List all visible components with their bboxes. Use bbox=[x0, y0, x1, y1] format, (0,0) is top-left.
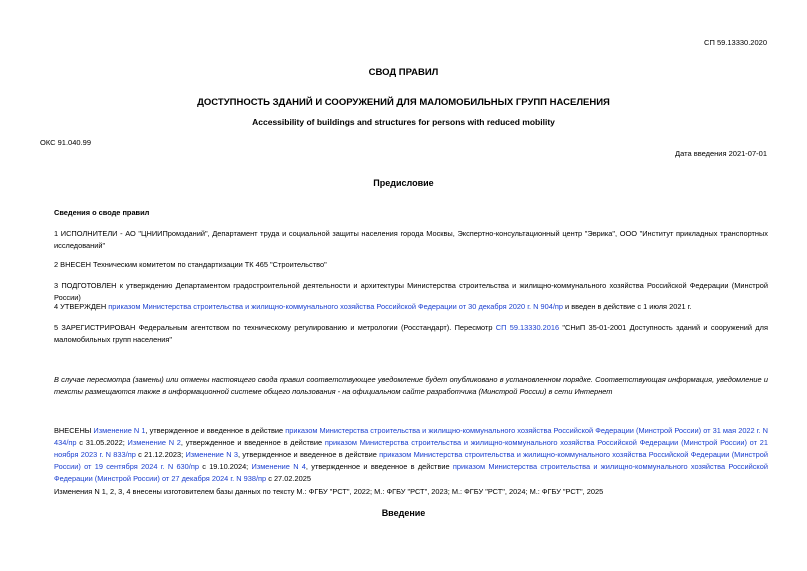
change-1-date: с 31.05.2022; bbox=[76, 438, 128, 447]
item-2-submitted: 2 ВНЕСЕН Техническим комитетом по стандартизации ТК 465 "Строительство" bbox=[54, 260, 327, 269]
approval-order-link[interactable]: приказом Министерства строительства и жилищно-коммунального хозяйства Российской Федерации от 30 декабря 2020 г. N 904/пр bbox=[108, 302, 563, 311]
sp-2016-link[interactable]: СП 59.13330.2016 bbox=[495, 323, 560, 332]
document-code: СП 59.13330.2020 bbox=[704, 38, 767, 47]
change-2-link[interactable]: Изменение N 2 bbox=[127, 438, 181, 447]
item-4-prefix: 4 УТВЕРЖДЕН bbox=[54, 302, 109, 311]
item-4-approved bbox=[54, 301, 768, 313]
document-title-en: Accessibility of buildings and structures for persons with reduced mobility bbox=[252, 117, 555, 127]
change-2-order-link[interactable]: приказом Министерства строительства и жилищно-коммунального хозяйства Российской Федерации (Минстрой России) от 21 ноября 2023 г. N 833/пр bbox=[54, 438, 768, 459]
code-of-rules-heading: СВОД ПРАВИЛ bbox=[368, 67, 439, 78]
change-1-text: , утвержденное и введенное в действие bbox=[145, 426, 286, 435]
introduction-date: Дата введения 2021-07-01 bbox=[675, 149, 767, 158]
change-3-text: , утвержденное и введенное в действие bbox=[237, 450, 380, 459]
item-3-prepared: 3 ПОДГОТОВЛЕН к утверждению Департаментом градостроительной деятельности и архитектуры Министерства строительства и жилищно-коммунального хозяйства Российской Федерации (Минстрой России) bbox=[54, 281, 768, 302]
change-4-order-link[interactable]: приказом Министерства строительства и жилищно-коммунального хозяйства Российской Федерации (Минстрой России) от 27 декабря 2024 г. N 938/пр bbox=[54, 462, 768, 483]
item-5-registered bbox=[54, 322, 768, 346]
change-4-date: с 27.02.2025 bbox=[266, 474, 311, 483]
document-title-ru: ДОСТУПНОСТЬ ЗДАНИЙ И СООРУЖЕНИЙ ДЛЯ МАЛОМОБИЛЬНЫХ ГРУПП НАСЕЛЕНИЯ bbox=[197, 97, 610, 108]
change-4-text: , утвержденное и введенное в действие bbox=[305, 462, 453, 471]
item-4-suffix: и введен в действие с 1 июля 2021 г. bbox=[562, 302, 692, 311]
change-3-date: с 19.10.2024; bbox=[198, 462, 252, 471]
change-1-link[interactable]: Изменение N 1 bbox=[93, 426, 146, 435]
changes-lead: ВНЕСЕНЫ bbox=[54, 426, 94, 435]
item-5-prefix: 5 ЗАРЕГИСТРИРОВАН Федеральным агентством по техническому регулированию и метрологии (Росстандарт). Пересмотр bbox=[54, 323, 496, 332]
changes-source-note: Изменения N 1, 2, 3, 4 внесены изготовителем базы данных по тексту М.: ФГБУ "РСТ", 2022; М.: ФГБУ "РСТ", 2023; М.: ФГБУ "РСТ", 2024; М.: ФГБУ "РСТ", 2025 bbox=[54, 487, 604, 496]
change-1-order-link[interactable]: приказом Министерства строительства и жилищно-коммунального хозяйства Российской Федерации (Минстрой России) от 31 мая 2022 г. N 434/пр bbox=[54, 426, 768, 447]
introduction-heading: Введение bbox=[381, 508, 426, 518]
item-1-executors: 1 ИСПОЛНИТЕЛИ - АО "ЦНИИПромзданий", Департамент труда и социальной защиты населения города Москвы, Экспертно-консультационный центр "Эврика", ООО "Институт прикладных транспортных исследований" bbox=[54, 229, 768, 250]
revision-notice: В случае пересмотра (замены) или отмены настоящего свода правил соответствующее уведомление будет опубликовано в установленном порядке. Соответствующая информация, уведомление и тексты размещаются также в информационной системе общего пользования - на официальном сайте разработчика (Минстрой России) в сети Интернет bbox=[54, 375, 768, 396]
info-heading: Сведения о своде правил bbox=[54, 208, 150, 217]
change-2-date: с 21.12.2023; bbox=[135, 450, 186, 459]
change-2-text: , утвержденное и введенное в действие bbox=[180, 438, 325, 447]
change-3-order-link[interactable]: приказом Министерства строительства и жилищно-коммунального хозяйства Российской Федерации (Минстрой России) от 19 сентября 2024 г. N 630/пр bbox=[54, 450, 768, 471]
change-3-link[interactable]: Изменение N 3 bbox=[185, 450, 238, 459]
foreword-heading: Предисловие bbox=[373, 178, 434, 188]
okc-code: ОКС 91.040.99 bbox=[40, 138, 91, 147]
change-4-link[interactable]: Изменение N 4 bbox=[251, 462, 306, 471]
item-5-suffix: "СНиП 35-01-2001 Доступность зданий и сооружений для маломобильных групп населения" bbox=[54, 323, 768, 344]
changes-paragraph bbox=[54, 425, 768, 485]
